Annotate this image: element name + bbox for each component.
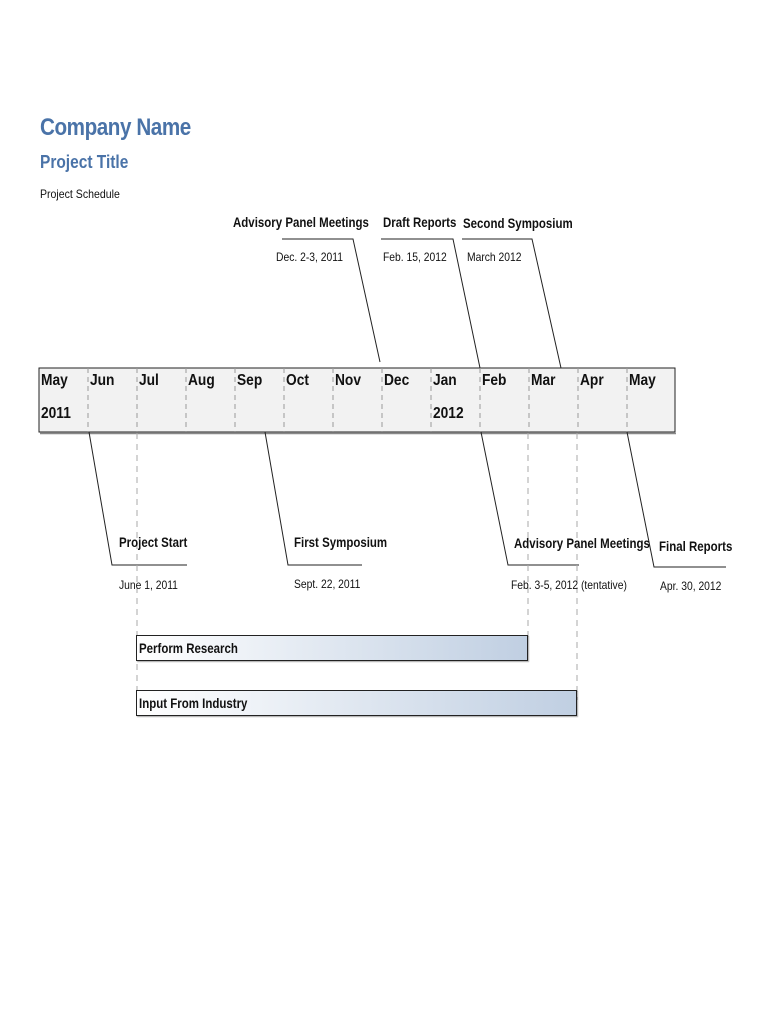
month-label: Feb bbox=[482, 372, 507, 389]
month-label: Jun bbox=[90, 372, 115, 389]
event-title-draft-reports: Draft Reports bbox=[383, 214, 457, 230]
month-label: Nov bbox=[335, 372, 362, 389]
project-title: Project Title bbox=[40, 152, 129, 172]
year-label: 2011 bbox=[41, 405, 71, 422]
bar-label-input-from-industry: Input From Industry bbox=[139, 695, 248, 711]
month-label: May bbox=[629, 372, 656, 389]
event-date-first-symposium: Sept. 22, 2011 bbox=[294, 577, 361, 591]
event-title-advisory-dec: Advisory Panel Meetings bbox=[233, 214, 369, 230]
schedule-subtitle: Project Schedule bbox=[40, 187, 120, 201]
event-date-second-symposium: March 2012 bbox=[467, 250, 522, 264]
month-label: May bbox=[41, 372, 68, 389]
event-title-second-symposium: Second Symposium bbox=[463, 215, 573, 231]
event-title-advisory-feb: Advisory Panel Meetings bbox=[514, 535, 650, 551]
bar-label-perform-research: Perform Research bbox=[139, 640, 238, 656]
event-date-advisory-dec: Dec. 2-3, 2011 bbox=[276, 250, 343, 264]
bar-input-from-industry bbox=[136, 690, 577, 716]
month-label: Mar bbox=[531, 372, 556, 389]
month-label: Sep bbox=[237, 372, 263, 389]
company-name: Company Name bbox=[40, 114, 191, 141]
event-date-final-reports: Apr. 30, 2012 bbox=[660, 579, 722, 593]
month-label: Aug bbox=[188, 372, 215, 389]
month-label: Apr bbox=[580, 372, 604, 389]
event-title-final-reports: Final Reports bbox=[659, 538, 733, 554]
event-date-draft-reports: Feb. 15, 2012 bbox=[383, 250, 447, 264]
bar-perform-research bbox=[136, 635, 528, 661]
month-label: Jul bbox=[139, 372, 159, 389]
month-label: Oct bbox=[286, 372, 309, 389]
year-label: 2012 bbox=[433, 405, 464, 422]
event-title-project-start: Project Start bbox=[119, 534, 188, 550]
event-title-first-symposium: First Symposium bbox=[294, 534, 388, 550]
event-date-project-start: June 1, 2011 bbox=[119, 578, 178, 592]
event-date-advisory-feb: Feb. 3-5, 2012 (tentative) bbox=[511, 578, 627, 592]
month-label: Dec bbox=[384, 372, 410, 389]
month-label: Jan bbox=[433, 372, 457, 389]
